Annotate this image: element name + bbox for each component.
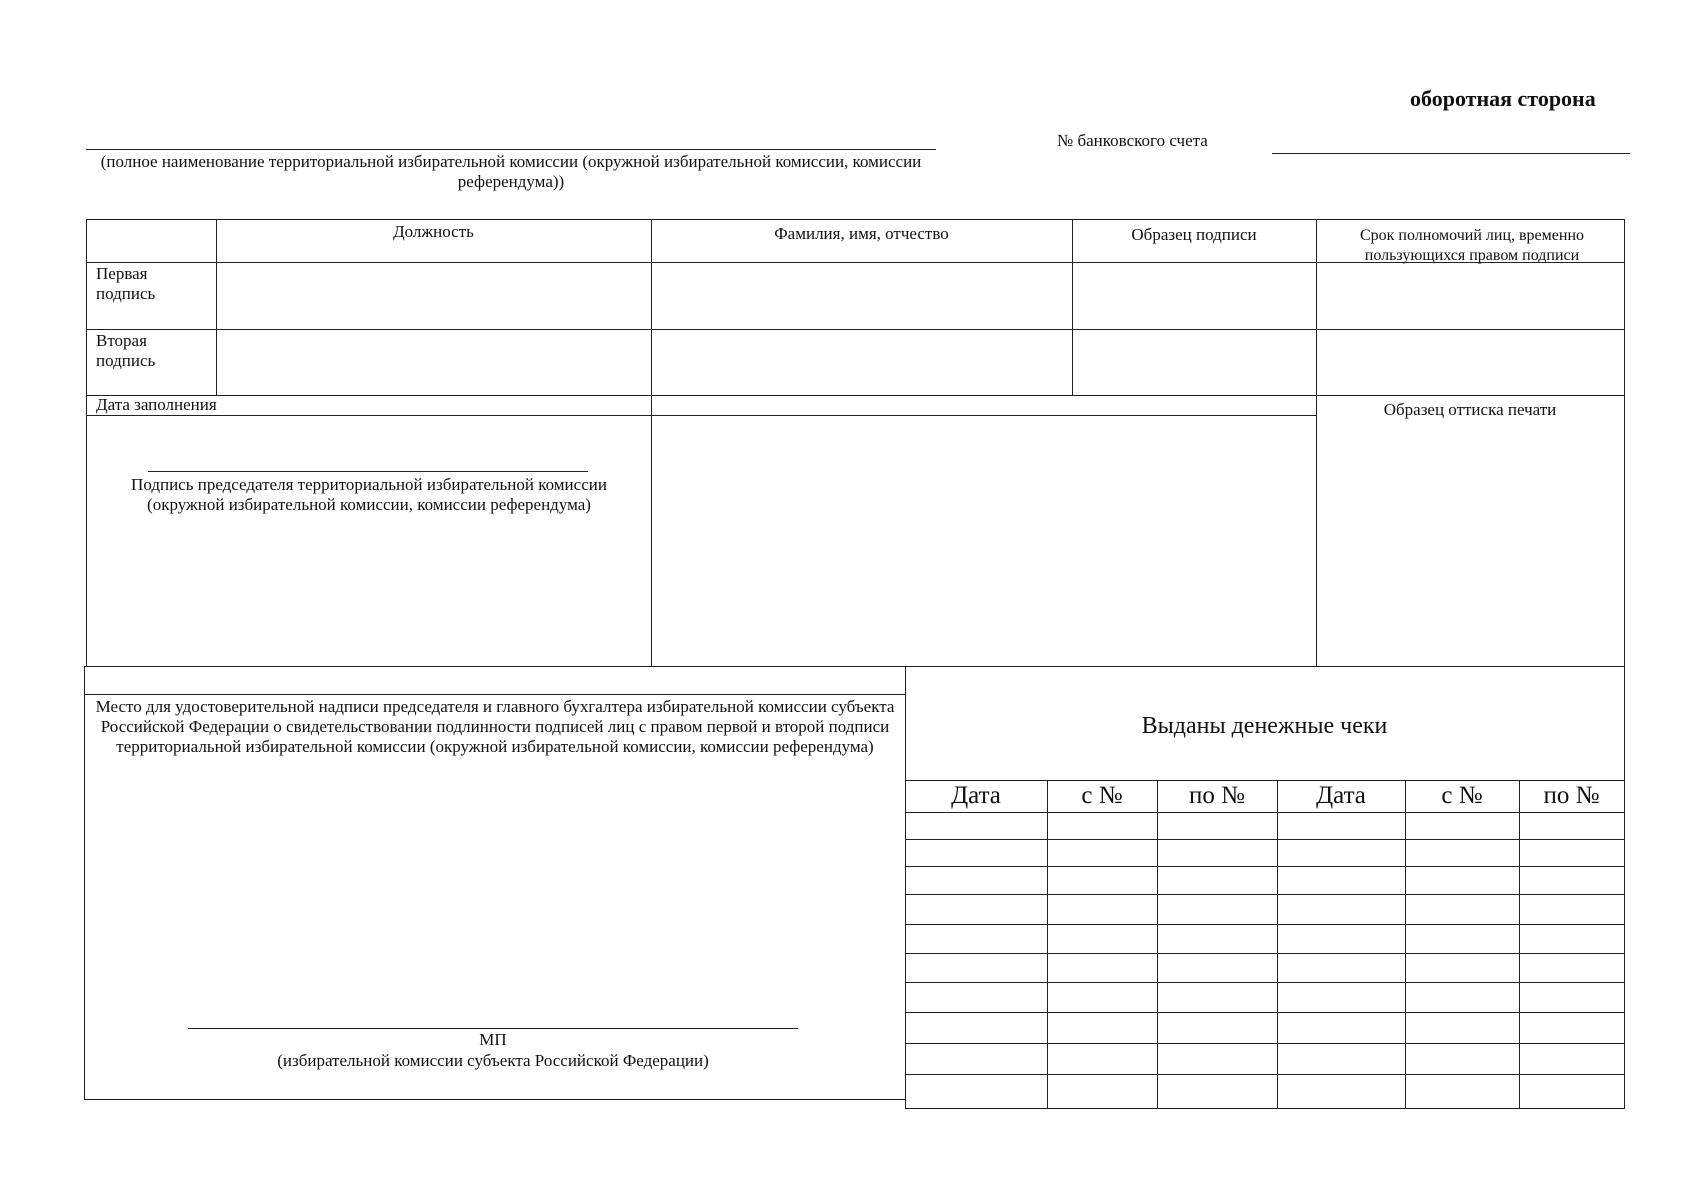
col-divider-position [216,219,217,395]
table-left-border [86,219,87,666]
cheques-col-divider-2 [1157,780,1158,1109]
col-header-position: Должность [393,222,474,241]
cheques-row-line [905,1012,1624,1013]
cheques-bottom-border [905,1108,1624,1109]
row-label-second-signature: Вторая подпись [96,331,156,370]
fill-date-label: Дата заполнения [96,395,217,414]
cheques-header-from-1: с № [1081,782,1123,809]
cheques-row-line [905,1043,1624,1044]
stamp-sample-label: Образец оттиска печати [1383,400,1557,419]
table-right-border [1624,219,1625,1109]
col-header-sample: Образец подписи [1131,225,1257,244]
cheques-header-date-2: Дата [1316,782,1366,809]
mp-label: МП [479,1030,507,1049]
bank-account-field[interactable] [1272,153,1630,154]
col-divider-term [1316,219,1317,666]
cheques-row-line [905,839,1624,840]
cheques-header-from-2: с № [1441,782,1483,809]
mp-caption: (избирательной комиссии субъекта Российской Федерации) [277,1051,709,1070]
cheques-header-to-2: по № [1543,782,1600,809]
lower-left-border [84,666,85,1099]
cheques-row-line [905,1074,1624,1075]
certification-top-divider [84,694,905,695]
col-header-term: Срок полномочий лиц, временно пользующихся правом подписи [1359,227,1585,264]
side-label: оборотная сторона [1410,86,1596,111]
commission-name-caption: (полное наименование территориальной избирательной комиссии (окружной избирательной комиссии, комиссии референдума)) [100,152,922,191]
certification-text: Место для удостоверительной надписи председателя и главного бухгалтера избирательной комиссии субъекта Российской Федерации о свидетельствовании подлинности подписей лиц с правом первой и второй подписи территориальной избирательной комиссии (окружной избирательной комиссии, комиссии референдума) [95,697,895,756]
cheques-col-divider-3 [1277,780,1278,1109]
lower-bottom-border [84,1099,905,1100]
cheques-header-date-1: Дата [951,782,1001,809]
signature-block-bottom [84,666,1624,667]
chair-signature-line[interactable] [148,471,588,472]
mp-signature-line[interactable] [188,1028,798,1029]
col-divider-fullname [651,219,652,666]
row-label-first-signature: Первая подпись [96,264,156,303]
row-second-bottom [86,395,1624,396]
commission-name-line [86,149,936,150]
cheques-header-to-1: по № [1189,782,1245,809]
cheques-row-line [905,894,1624,895]
cheques-col-divider-1 [1047,780,1048,1109]
cheques-header-bottom [905,812,1624,813]
cheques-col-divider-5 [1519,780,1520,1109]
chair-signature-caption: Подпись председателя территориальной избирательной комиссии (окружной избирательной комиссии, комиссии референдума) [131,475,607,514]
table-top-border [86,219,1624,220]
col-header-fullname: Фамилия, имя, отчество [774,224,949,243]
cheques-row-line [905,982,1624,983]
date-row-bottom [86,415,1316,416]
cheques-row-line [905,953,1624,954]
col-divider-sample [1072,219,1073,395]
cheques-col-divider-4 [1405,780,1406,1109]
cheques-row-line [905,866,1624,867]
cheques-title: Выданы денежные чеки [1141,713,1388,739]
row-first-bottom [86,329,1624,330]
bank-account-label: № банковского счета [1057,131,1208,150]
cheques-row-line [905,924,1624,925]
